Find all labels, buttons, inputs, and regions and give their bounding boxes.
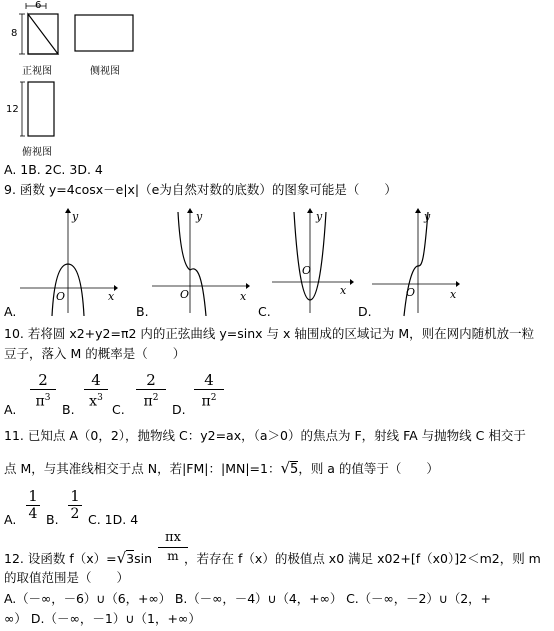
top-view-label: 俯视图 [22, 147, 52, 158]
q10-label-c: C. [112, 402, 125, 417]
q9c-origin: O [302, 264, 312, 277]
q10d-exponent: 2 [210, 393, 217, 403]
depth-label: 12 [6, 104, 19, 115]
q10-option-a [30, 372, 56, 410]
q10b-denominator: x [89, 393, 98, 410]
q9-graph-d [370, 208, 470, 318]
q9-stem: 9. 函数 y=4cosx－e|x|（e为自然对数的底数）的图象可能是（ ） [4, 182, 397, 197]
q9-label-c: C. [258, 304, 271, 319]
q11-option-b [68, 488, 82, 522]
q10c-denominator: π [143, 393, 153, 410]
q10b-numerator: 4 [91, 371, 101, 389]
q11-stem-line1: 11. 已知点 A（0，2），抛物线 C：y2=ax，（a＞0）的焦点为 F，射线 FA 与抛物线 C 相交于 [4, 428, 526, 443]
front-view-drawing [18, 2, 78, 57]
q11b-numerator: 1 [70, 487, 80, 505]
q10-option-c [136, 372, 166, 410]
q9-graph-b [150, 208, 250, 318]
q9b-y-label: y [196, 210, 203, 223]
q9-label-d: D. [358, 304, 372, 319]
q11-label-a: A. [4, 512, 17, 527]
q8-options: A. 1B. 2C. 3D. 4 [4, 162, 103, 177]
q10-stem-line1: 10. 若将圆 x2+y2=π2 内的正弦曲线 y=sinx 与 x 轴围成的区域记为 M，则在网内随机放一粒 [4, 326, 535, 341]
q10-option-d [194, 372, 224, 410]
q11-label-c-d: C. 1D. 4 [88, 512, 139, 527]
q12-sqrt-value: 3 [126, 551, 135, 566]
q9d-x-label: x [450, 288, 457, 301]
top-view-drawing [20, 80, 60, 140]
q10-option-b [84, 372, 108, 410]
q9-graph-a [18, 208, 118, 318]
q12-stem-suffix: ，若存在 f（x）的极值点 x0 满足 x02+[f（x0）]2＜m2，则 m [184, 551, 541, 566]
q10d-numerator: 4 [204, 371, 214, 389]
q10-label-a: A. [4, 402, 17, 417]
q11-label-b: B. [46, 512, 59, 527]
side-view-label: 侧视图 [90, 66, 120, 77]
side-view-drawing [74, 14, 136, 54]
q10c-numerator: 2 [146, 371, 156, 389]
q12-sqrt-sign: √ [116, 549, 127, 567]
q11-sqrt-value: 5 [290, 462, 299, 477]
q12-stem-line1 [4, 550, 541, 567]
q10-label-d: D. [172, 402, 186, 417]
height-label: 8 [11, 28, 18, 39]
q9a-origin: O [56, 290, 66, 303]
q9a-y-label: y [72, 210, 79, 223]
q12-options-line1: A.（－∞，－6）∪（6，+∞） B.（－∞，－4）∪（4，+∞） C.（－∞，－2）∪（2，+ [4, 591, 491, 606]
q9b-x-label: x [240, 290, 247, 303]
q12-fraction [158, 530, 188, 564]
q11-option-a [26, 488, 40, 522]
q9d-origin: O [406, 286, 416, 299]
q10a-denominator: π [35, 393, 45, 410]
q12-options-line2: ∞） D.（－∞，－1）∪（1，+∞） [4, 611, 201, 626]
q11-stem-line2 [4, 460, 439, 478]
q11b-denominator: 2 [70, 506, 80, 522]
q9c-x-label: x [340, 284, 347, 297]
q11a-denominator: 4 [28, 506, 38, 522]
q11-stem-line2-text: 点 M，与其准线相交于点 N，若|FM|：|MN|=1： [4, 461, 281, 476]
q12-sin: sin [134, 551, 153, 566]
q10-label-b: B. [62, 402, 75, 417]
q11a-numerator: 1 [28, 487, 38, 505]
q12-stem-line2: 的取值范围是（ ） [4, 570, 130, 585]
q10d-denominator: π [201, 393, 211, 410]
q10a-numerator: 2 [38, 371, 48, 389]
q11-stem-line2-tail: ，则 a 的值等于（ ） [298, 461, 439, 476]
width-label: 6 [35, 0, 42, 11]
q9d-y-label: y [424, 210, 431, 223]
q9a-x-label: x [108, 290, 115, 303]
q9c-y-label: y [316, 210, 323, 223]
q9-graph-c [270, 208, 370, 318]
q12-stem-prefix: 12. 设函数 f（x）= [4, 551, 117, 566]
q9-label-a: A. [4, 304, 17, 319]
q12-frac-numerator: πx [165, 530, 181, 545]
q10a-exponent: 3 [44, 393, 51, 403]
q10b-exponent: 3 [97, 393, 103, 403]
front-view-label: 正视图 [22, 66, 52, 77]
q9b-origin: O [180, 288, 190, 301]
q9-label-b: B. [136, 304, 149, 319]
q10c-exponent: 2 [152, 393, 159, 403]
q11-sqrt-sign: √ [280, 459, 291, 477]
q12-frac-denominator: m [167, 549, 179, 563]
q10-stem-line2: 豆子，落入 M 的概率是（ ） [4, 346, 186, 361]
